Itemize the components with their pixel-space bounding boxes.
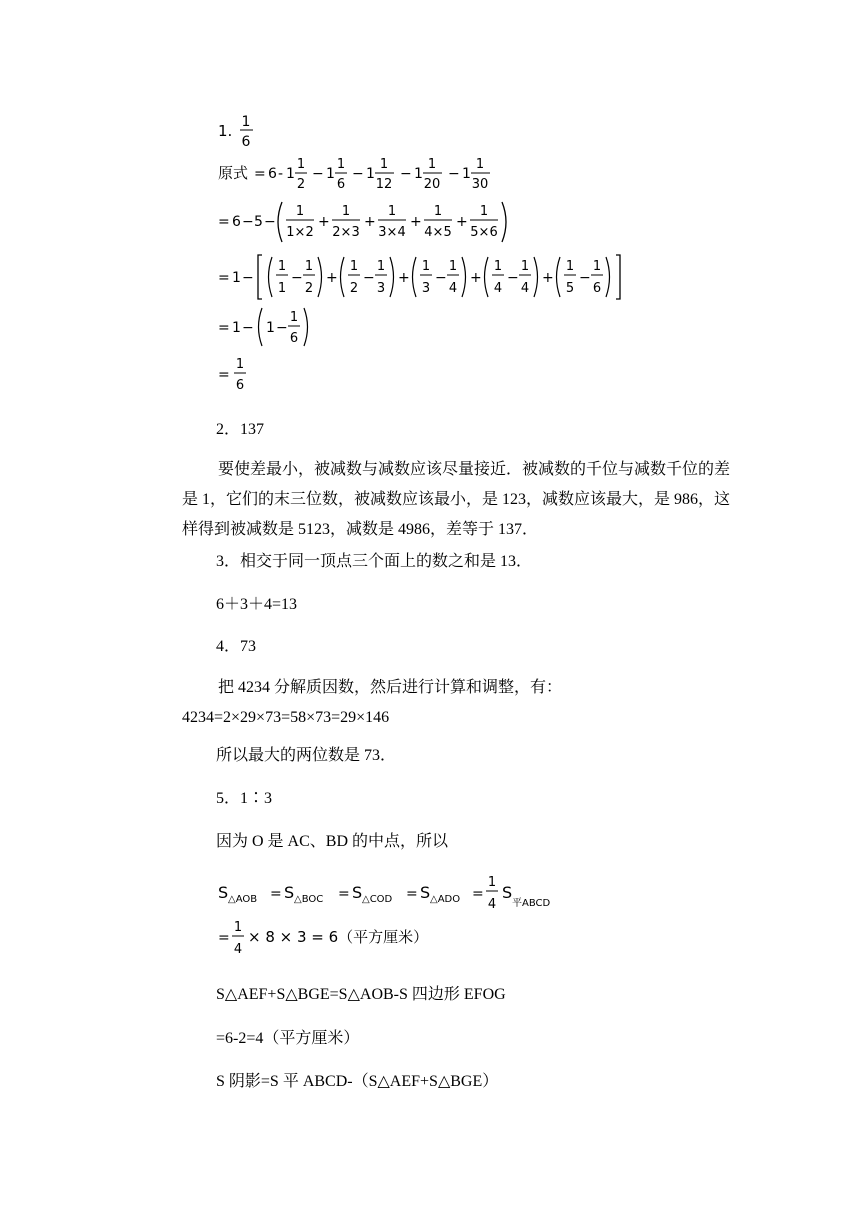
fraction-denominator: 6 (241, 134, 251, 150)
eq-term: S (284, 883, 295, 902)
eq-den: 1×2 (286, 225, 314, 240)
answer-5-intro: 因为 O 是 AC、BD 的中点，所以 (216, 833, 449, 850)
eq-num: 1 (427, 157, 437, 172)
eq-den: 2 (349, 281, 359, 296)
answer-2-explanation: 要使差最小，被减数与减数应该尽量接近．被减数的千位与减数千位的差是 1，它们的末三位数，被减数应该最小，是 123，减数应该最大，是 986，这样得到被减数是 5123，减数是 4986，差等于 137． (182, 461, 731, 538)
eq-minus: − (448, 166, 460, 182)
eq-plus: + (470, 270, 482, 286)
eq-den: 3 (376, 281, 386, 296)
eq-minus: − (291, 270, 303, 286)
left-paren (413, 257, 417, 297)
eq-sign: = (218, 320, 230, 336)
eq-num: 1 (304, 259, 314, 274)
answer-5-step-3: S 阴影=S 平 ABCD-（S△AEF+S△BGE） (216, 1073, 499, 1090)
eq-num: 1 (448, 259, 458, 274)
eq-num: 1 (520, 259, 530, 274)
eq-den: 2 (304, 281, 314, 296)
eq-term: 6 (268, 166, 277, 182)
right-paren (390, 257, 394, 297)
eq-den: 4 (448, 281, 458, 296)
eq-den: 4 (233, 942, 243, 957)
right-paren (318, 257, 322, 297)
eq-minus: − (242, 270, 254, 286)
eq-term: 6 (232, 214, 241, 230)
eq-sign: = (270, 886, 282, 902)
eq-den: 6 (289, 331, 299, 346)
eq-num: 1 (277, 259, 287, 274)
eq-term: S (352, 883, 363, 902)
eq-num: 1 (475, 157, 485, 172)
right-paren (502, 202, 506, 242)
eq-plus: + (456, 214, 468, 230)
eq-den: 3 (421, 281, 431, 296)
eq-plus: + (326, 270, 338, 286)
eq-num: 1 (493, 259, 503, 274)
eq-term: 5 (254, 214, 263, 230)
eq-term: 1 (366, 166, 375, 182)
eq-den: 1 (277, 281, 287, 296)
eq-minus: - (278, 166, 284, 182)
eq-plus: + (364, 214, 376, 230)
eq-term: 1 (286, 166, 295, 182)
eq-minus: − (579, 270, 591, 286)
eq-den: 5 (565, 281, 575, 296)
eq-num: 1 (565, 259, 575, 274)
eq-num: 1 (433, 204, 443, 219)
eq-den: 30 (471, 177, 489, 192)
equation-step-0 (214, 152, 534, 194)
eq-num: 1 (235, 357, 245, 372)
eq-term: 1 (326, 166, 335, 182)
eq-den: 4×5 (424, 225, 452, 240)
answer-1-number: 1. (218, 122, 233, 140)
left-paren (485, 257, 489, 297)
eq-sign: = (338, 886, 350, 902)
eq-den: 4 (520, 281, 530, 296)
area-equation-2 (214, 914, 454, 960)
eq-sign: = (254, 166, 266, 182)
answer-4-label: 4．73 (216, 638, 257, 655)
left-paren (259, 308, 263, 346)
answer-5-step-2: =6-2=4（平方厘米） (216, 1030, 360, 1047)
eq-plus: + (398, 270, 410, 286)
eq-den: 4 (493, 281, 503, 296)
left-paren (269, 257, 273, 297)
eq-minus: − (242, 320, 254, 336)
equation-step-4 (214, 352, 274, 396)
eq-minus: − (363, 270, 375, 286)
eq-den: 5×6 (470, 225, 498, 240)
eq-den: 2 (296, 177, 306, 192)
eq-den: 12 (375, 177, 393, 192)
eq-sign: = (218, 214, 230, 230)
eq-sign: = (218, 367, 230, 383)
eq-num: 1 (421, 259, 431, 274)
right-paren (534, 257, 538, 297)
eq-sign: = (218, 930, 230, 946)
eq-num: 1 (376, 259, 386, 274)
eq-minus: − (352, 166, 364, 182)
eq-num: 1 (592, 259, 602, 274)
eq-term: 1 (462, 166, 471, 182)
eq-term: × 8 × 3 = 6（平方厘米） (248, 928, 429, 946)
eq-minus: − (276, 320, 288, 336)
eq-minus: − (242, 214, 254, 230)
eq-term: 1 (266, 320, 275, 336)
eq-plus: + (318, 214, 330, 230)
answer-5-label: 5．1∶3 (216, 790, 273, 807)
eq-den: 20 (423, 177, 441, 192)
left-paren (341, 257, 345, 297)
eq-subscript: △COD (362, 894, 393, 905)
eq-term: S (218, 883, 229, 902)
eq-den: 2×3 (332, 225, 360, 240)
eq-num: 1 (487, 875, 497, 890)
eq-subscript: △ADO (430, 894, 461, 905)
eq-plus: + (542, 270, 554, 286)
eq-term: 1 (414, 166, 423, 182)
eq-num: 1 (349, 259, 359, 274)
equation-step-3 (214, 304, 334, 350)
answer-1-label (214, 108, 274, 152)
eq-num: 1 (296, 157, 306, 172)
eq-num: 1 (233, 920, 243, 935)
left-paren (557, 257, 561, 297)
eq-minus: − (435, 270, 447, 286)
eq-num: 1 (479, 204, 489, 219)
eq-num: 1 (295, 204, 305, 219)
eq-minus: − (312, 166, 324, 182)
left-bracket (258, 255, 262, 299)
eq-plus: + (410, 214, 422, 230)
eq-num: 1 (379, 157, 389, 172)
eq-subscript: △AOB (228, 894, 258, 905)
answer-4-conclusion: 所以最大的两位数是 73． (216, 747, 397, 764)
eq-sign: = (218, 270, 230, 286)
eq-sign: = (472, 886, 484, 902)
eq-term: 1 (232, 270, 241, 286)
answer-3-label: 3．相交于同一顶点三个面上的数之和是 13． (216, 553, 533, 570)
right-bracket (616, 255, 620, 299)
eq-den: 6 (235, 378, 245, 393)
answer-4-explanation: 把 4234 分解质因数，然后进行计算和调整，有：4234=2×29×73=58×73=29×146 (182, 679, 563, 726)
equation-step-1 (214, 198, 554, 246)
eq-term: 1 (232, 320, 241, 336)
right-paren (304, 308, 308, 346)
eq-num: 1 (387, 204, 397, 219)
eq-subscript: 平ABCD (512, 898, 551, 909)
right-paren (606, 257, 610, 297)
answer-2-label: 2．137 (216, 421, 265, 438)
eq-den: 6 (336, 177, 346, 192)
area-equation-1 (214, 868, 574, 914)
right-paren (462, 257, 466, 297)
eq-term: S (420, 883, 431, 902)
equation-step-2 (214, 252, 634, 302)
fraction-numerator: 1 (241, 114, 251, 130)
eq-den: 4 (487, 897, 497, 912)
answer-3-calculation: 6＋3＋4=13 (216, 596, 298, 613)
eq-minus: − (507, 270, 519, 286)
eq-term: S (502, 883, 513, 902)
eq-den: 6 (592, 281, 602, 296)
eq-minus: − (400, 166, 412, 182)
eq-lead: 原式 (218, 164, 249, 182)
eq-subscript: △BOC (294, 894, 324, 905)
eq-num: 1 (341, 204, 351, 219)
eq-den: 3×4 (378, 225, 406, 240)
eq-num: 1 (289, 310, 299, 325)
left-paren (278, 202, 282, 242)
answer-5-step-1: S△AEF+S△BGE=S△AOB-S 四边形 EFOG (216, 986, 506, 1003)
eq-minus: − (264, 214, 276, 230)
eq-sign: = (406, 886, 418, 902)
eq-num: 1 (336, 157, 346, 172)
